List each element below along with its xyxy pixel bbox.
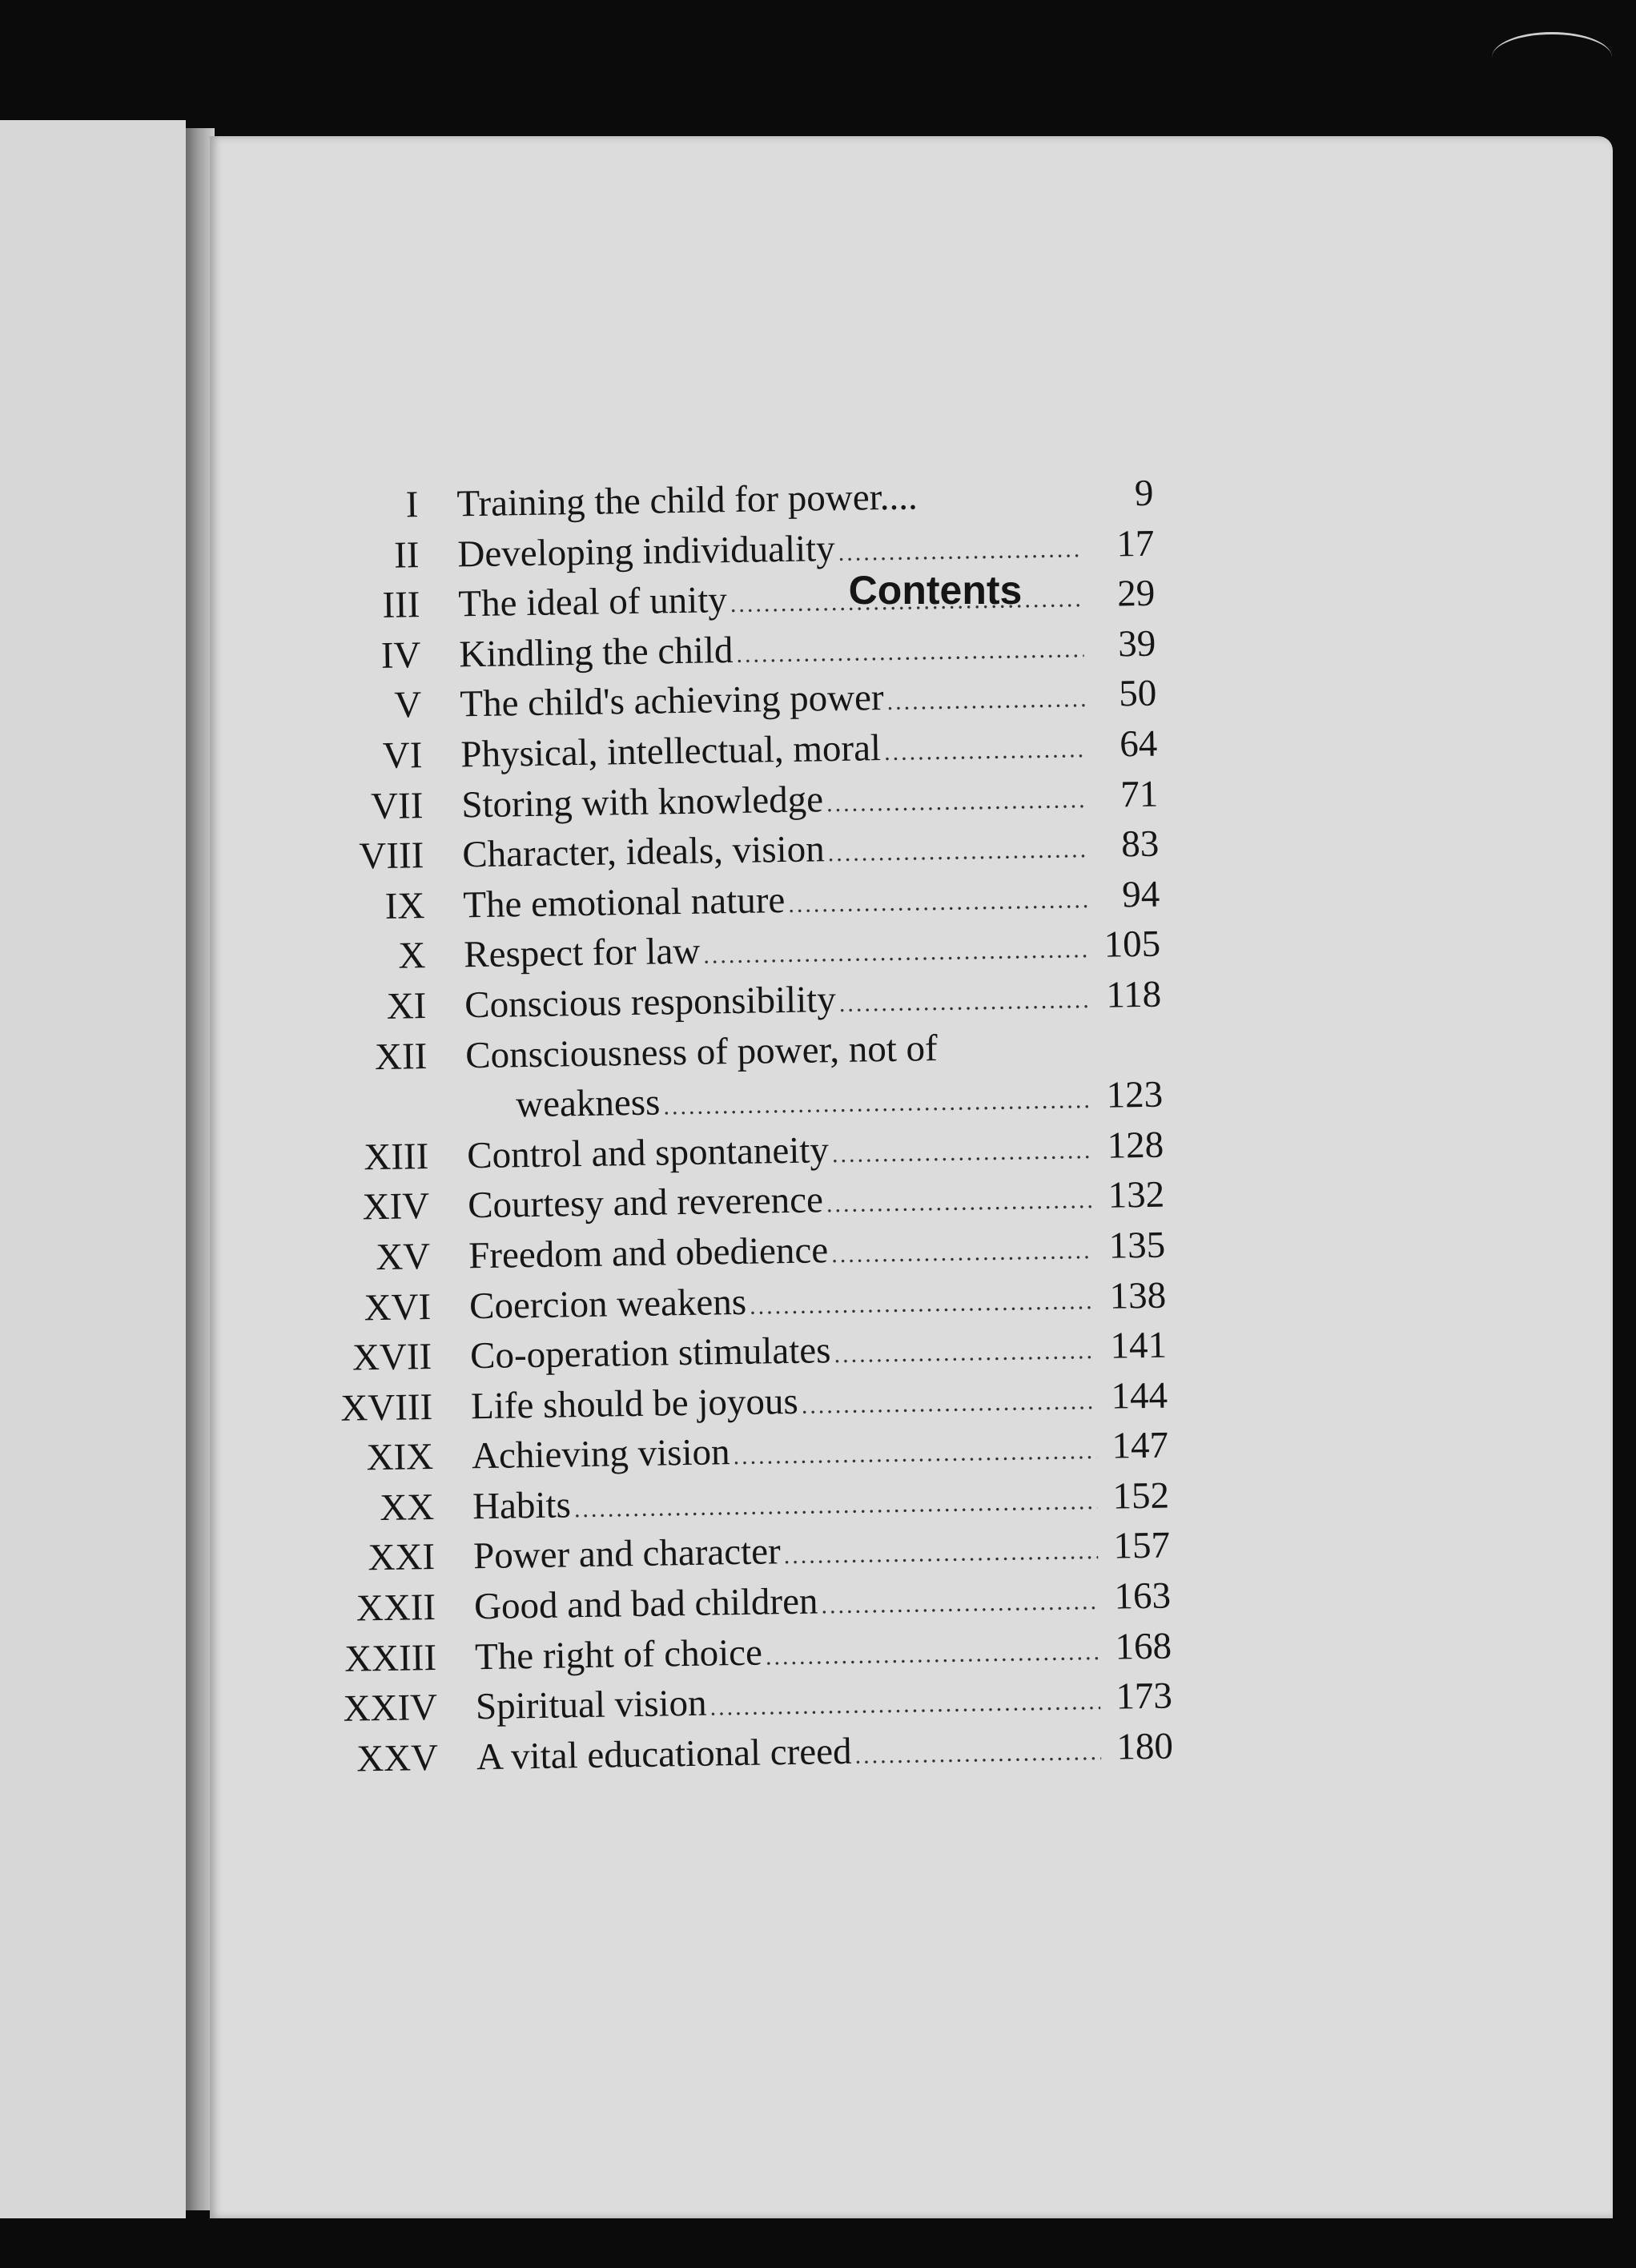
chapter-number: XXV <box>356 1736 439 1780</box>
chapter-title: Consciousness of power, not of <box>464 1027 939 1076</box>
chapter-title: Good and bad children <box>473 1580 818 1628</box>
chapter-title: The emotional nature <box>462 879 786 927</box>
chapter-number: V <box>394 684 422 727</box>
dot-leader <box>822 1176 1092 1230</box>
chapter-number: XIX <box>366 1436 434 1479</box>
chapter-title: Co-operation stimulates <box>469 1329 831 1377</box>
page-number: 135 <box>1108 1224 1166 1267</box>
chapter-number <box>283 1117 467 1120</box>
page-number: 138 <box>1109 1274 1167 1317</box>
chapter-number: XII <box>374 1035 428 1078</box>
chapter-title: weakness <box>515 1081 661 1126</box>
chapter-number: XV <box>375 1235 431 1278</box>
page-number: 71 <box>1119 773 1159 815</box>
chapter-number: XXII <box>356 1586 436 1630</box>
chapter-number: I <box>405 484 419 526</box>
page-number: 123 <box>1106 1073 1164 1116</box>
page-number: 50 <box>1118 673 1157 715</box>
chapter-title: Courtesy and reverence <box>467 1179 824 1227</box>
dot-leader <box>824 825 1087 879</box>
chapter-number: XVIII <box>340 1385 433 1430</box>
page-number: 39 <box>1117 622 1156 666</box>
page-number: 144 <box>1111 1374 1168 1418</box>
chapter-number: XI <box>386 985 427 1027</box>
chapter-number: II <box>393 533 420 577</box>
chapter-title: Life should be joyous <box>470 1380 799 1427</box>
table-of-contents <box>272 468 1173 1786</box>
page-number: 17 <box>1115 522 1155 565</box>
chapter-number: XIV <box>362 1185 430 1228</box>
chapter-number: IX <box>384 884 425 927</box>
chapter-number: XXIV <box>343 1687 438 1731</box>
chapter-number: VIII <box>359 834 424 878</box>
page-number: 94 <box>1121 873 1160 916</box>
page-number: 163 <box>1114 1574 1172 1618</box>
page-number: 29 <box>1116 572 1156 615</box>
chapter-number: XXIII <box>344 1636 437 1680</box>
page-number: 168 <box>1115 1625 1172 1668</box>
dot-leader <box>706 1677 1100 1733</box>
chapter-number: X <box>397 935 426 977</box>
dot-leader <box>570 1477 1097 1535</box>
chapter-number: XVI <box>364 1285 432 1329</box>
dot-leader <box>881 725 1086 778</box>
chapter-title: Spiritual vision <box>475 1682 707 1728</box>
dot-leader <box>762 1627 1100 1683</box>
page-number: 118 <box>1106 973 1162 1016</box>
dot-leader <box>660 1076 1091 1132</box>
chapter-title: Conscious responsibility <box>464 978 837 1027</box>
chapter-title: Achieving vision <box>471 1431 730 1478</box>
dot-leader <box>834 525 1083 578</box>
dot-leader <box>780 1526 1098 1582</box>
chapter-title: Training the child for power.... <box>456 476 918 525</box>
chapter-title: Coercion weakens <box>468 1281 747 1327</box>
page-number: 9 <box>1134 472 1154 515</box>
dot-leader <box>823 775 1087 830</box>
page-number: 152 <box>1112 1474 1170 1518</box>
dot-leader <box>883 674 1085 728</box>
page-number: 105 <box>1103 923 1161 967</box>
chapter-title: Control and spontaneity <box>466 1128 830 1176</box>
dot-leader <box>726 574 1083 630</box>
page-number: 141 <box>1110 1324 1168 1367</box>
page-number: 132 <box>1107 1173 1165 1217</box>
chapter-title: The right of choice <box>474 1631 763 1678</box>
dot-leader <box>798 1377 1095 1431</box>
chapter-title: Kindling the child <box>458 629 734 676</box>
dot-leader <box>828 1126 1091 1180</box>
dot-leader <box>828 1226 1094 1281</box>
page-number: 83 <box>1120 822 1160 866</box>
page-number: 128 <box>1107 1124 1164 1167</box>
chapter-number: XX <box>379 1486 435 1529</box>
chapter-title: The child's achieving power <box>459 677 884 726</box>
page-number: 147 <box>1111 1424 1169 1467</box>
chapter-title: Character, ideals, vision <box>461 828 826 876</box>
chapter-title: Habits <box>472 1484 572 1528</box>
dot-leader <box>818 1577 1099 1631</box>
chapter-title: Respect for law <box>463 931 701 976</box>
dot-leader <box>733 625 1084 680</box>
dot-leader <box>830 1326 1095 1381</box>
contents-heading: Contents <box>848 568 1023 613</box>
chapter-number: III <box>382 584 420 627</box>
chapter-title: Storing with knowledge <box>460 778 824 826</box>
page-number <box>1090 1056 1162 1057</box>
chapter-title: The ideal of unity <box>458 579 728 625</box>
dot-leader <box>835 975 1089 1030</box>
dot-leader <box>785 875 1088 931</box>
chapter-number: VII <box>370 784 424 827</box>
page-number: 157 <box>1113 1525 1171 1568</box>
page-number: 180 <box>1116 1725 1174 1768</box>
chapter-title: A vital educational creed <box>476 1730 852 1779</box>
scan-artifact <box>1492 32 1612 82</box>
page-number: 64 <box>1119 722 1158 766</box>
chapter-number: XVII <box>352 1336 432 1379</box>
dot-leader <box>730 1426 1096 1482</box>
chapter-number: IV <box>380 633 421 677</box>
chapter-number: VI <box>382 734 423 777</box>
chapter-title: Power and character <box>472 1530 782 1578</box>
dot-leader <box>700 925 1089 981</box>
dot-leader <box>746 1277 1095 1332</box>
dot-leader <box>851 1727 1101 1781</box>
chapter-number: XIII <box>363 1135 429 1179</box>
chapter-title: Developing individuality <box>457 527 836 575</box>
page-number: 173 <box>1115 1675 1173 1718</box>
chapter-number: XXI <box>368 1536 436 1579</box>
chapter-title: Physical, intellectual, moral <box>460 727 882 776</box>
left-page-edge <box>0 120 186 2218</box>
chapter-title: Freedom and obedience <box>468 1229 829 1277</box>
